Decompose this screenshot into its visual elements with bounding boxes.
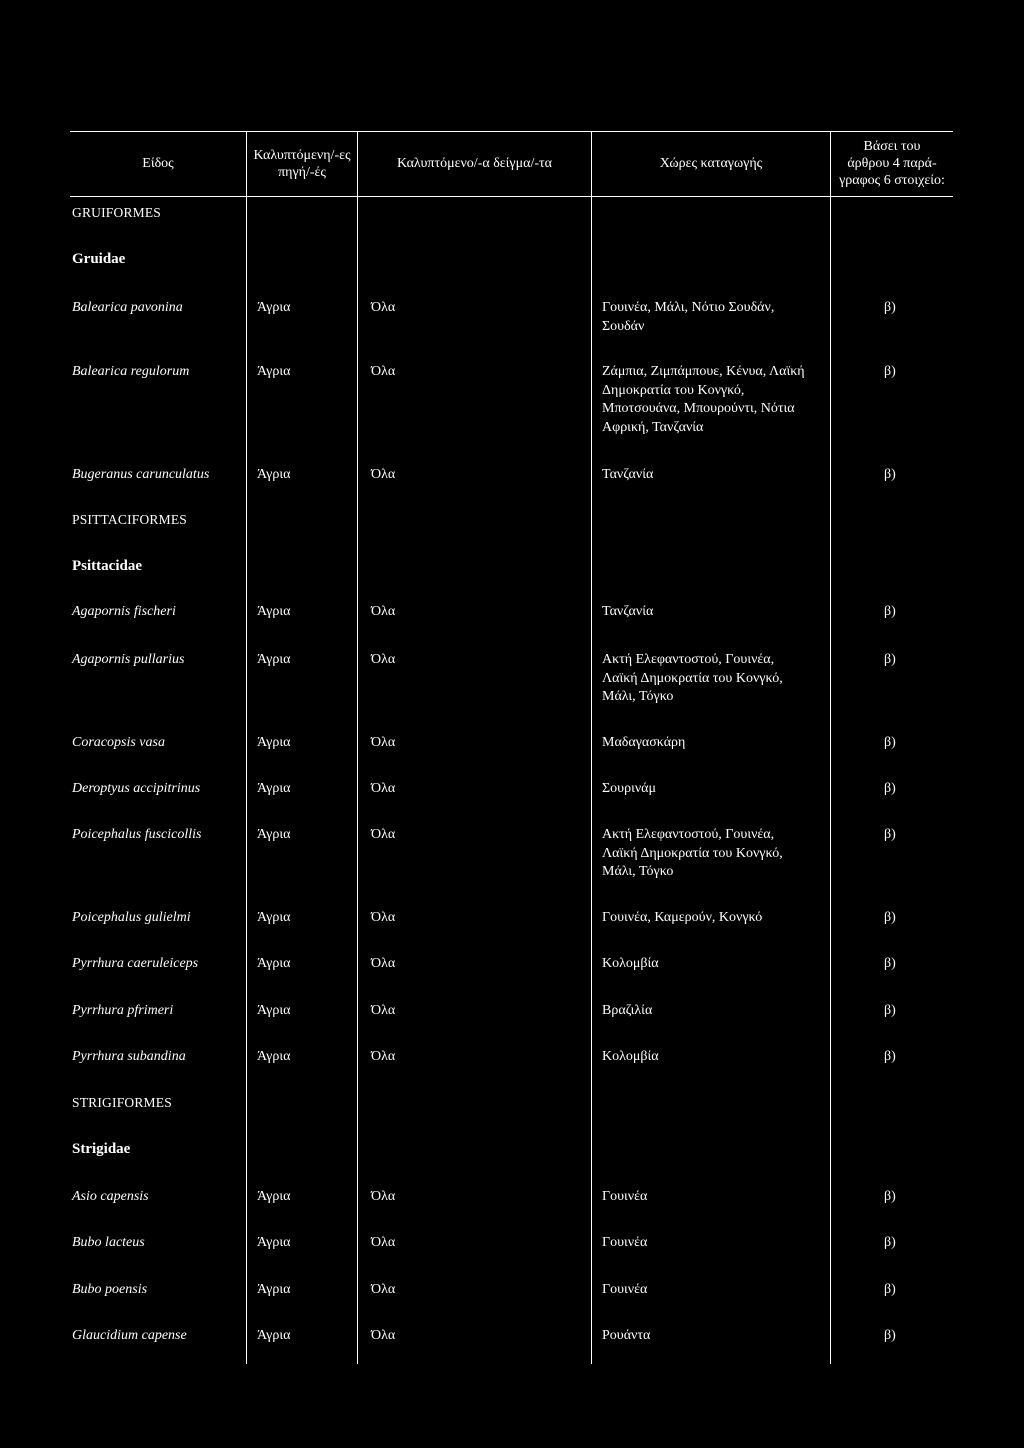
species-cell: Poicephalus gulielmi <box>72 910 191 925</box>
countries-cell <box>602 1002 824 1021</box>
species-cell: Agapornis fischeri <box>72 604 176 619</box>
countries-line: Λαϊκή Δημοκρατία του Κονγκό, <box>602 845 783 861</box>
source-cell: Άγρια <box>257 1328 291 1343</box>
source-cell: Άγρια <box>257 604 291 619</box>
source-cell: Άγρια <box>257 467 291 482</box>
countries-line: Γουινέα <box>602 1189 648 1204</box>
basis-cell: β) <box>884 604 896 619</box>
specimens-cell: Όλα <box>371 652 396 667</box>
basis-cell: β) <box>884 467 896 482</box>
family-label: Gruidae <box>72 251 126 267</box>
specimens-cell: Όλα <box>371 910 396 925</box>
source-cell: Άγρια <box>257 827 291 842</box>
basis-cell: β) <box>884 652 896 667</box>
header-countries: Χώρες καταγωγής <box>659 156 763 171</box>
species-cell: Poicephalus fuscicollis <box>72 827 202 842</box>
countries-line: Γουινέα, Μάλι, Νότιο Σουδάν, <box>602 300 775 315</box>
header-source <box>247 147 357 181</box>
column-divider-countries <box>830 131 831 1364</box>
specimens-cell: Όλα <box>371 364 396 379</box>
basis-cell: β) <box>884 1235 896 1250</box>
column-divider-species <box>246 131 247 1364</box>
countries-cell <box>602 651 824 707</box>
specimens-cell: Όλα <box>371 735 396 750</box>
source-cell: Άγρια <box>257 1049 291 1064</box>
countries-line: Γουινέα, Καμερούν, Κονγκό <box>602 910 763 925</box>
countries-line: Κολομβία <box>602 956 659 971</box>
countries-line: Κολομβία <box>602 1049 659 1064</box>
specimens-cell: Όλα <box>371 1235 396 1250</box>
countries-cell <box>602 603 824 622</box>
countries-line: Δημοκρατία του Κονγκό, <box>602 382 745 398</box>
family-label: Strigidae <box>72 1141 131 1157</box>
countries-line: Μποτσουάνα, Μπουρούντι, Νότια <box>602 401 795 416</box>
order-label: STRIGIFORMES <box>72 1095 172 1110</box>
basis-cell: β) <box>884 827 896 842</box>
header-basis-line3: γραφος 6 στοιχείο: <box>839 173 945 188</box>
order-label: GRUIFORMES <box>72 205 162 220</box>
species-cell: Pyrrhura subandina <box>72 1049 186 1064</box>
basis-cell: β) <box>884 735 896 750</box>
species-cell: Coracopsis vasa <box>72 735 165 750</box>
countries-line: Λαϊκή Δημοκρατία του Κονγκό, <box>602 670 783 686</box>
countries-cell <box>602 1188 824 1207</box>
countries-cell <box>602 826 824 882</box>
header-basis-line2: άρθρου 4 παρά- <box>847 156 937 171</box>
header-bottom-rule <box>70 196 953 197</box>
specimens-cell: Όλα <box>371 781 396 796</box>
countries-cell <box>602 363 824 437</box>
source-cell: Άγρια <box>257 300 291 315</box>
countries-cell <box>602 1281 824 1300</box>
source-cell: Άγρια <box>257 364 291 379</box>
countries-line: Βραζιλία <box>602 1003 653 1018</box>
header-specimens: Καλυπτόμενο/-α δείγμα/-τα <box>397 156 552 171</box>
species-cell: Deroptyus accipitrinus <box>72 781 201 796</box>
countries-cell <box>602 1234 824 1253</box>
source-cell: Άγρια <box>257 1003 291 1018</box>
basis-cell: β) <box>884 1003 896 1018</box>
source-cell: Άγρια <box>257 735 291 750</box>
species-cell: Bugeranus carunculatus <box>72 467 210 482</box>
species-cell: Pyrrhura pfrimeri <box>72 1003 174 1018</box>
table-top-rule <box>70 131 953 132</box>
species-cell: Balearica pavonina <box>72 300 183 315</box>
countries-line: Ακτή Ελεφαντοστού, Γουινέα, <box>602 652 775 667</box>
specimens-cell: Όλα <box>371 1328 396 1343</box>
basis-cell: β) <box>884 1049 896 1064</box>
basis-cell: β) <box>884 300 896 315</box>
source-cell: Άγρια <box>257 956 291 971</box>
species-cell: Glaucidium capense <box>72 1328 187 1343</box>
specimens-cell: Όλα <box>371 956 396 971</box>
source-cell: Άγρια <box>257 781 291 796</box>
column-divider-source <box>357 131 358 1364</box>
countries-cell <box>602 780 824 799</box>
specimens-cell: Όλα <box>371 1003 396 1018</box>
specimens-cell: Όλα <box>371 604 396 619</box>
specimens-cell: Όλα <box>371 467 396 482</box>
specimens-cell: Όλα <box>371 827 396 842</box>
countries-line: Ζάμπια, Ζιμπάμπουε, Κένυα, Λαϊκή <box>602 364 805 379</box>
specimens-cell: Όλα <box>371 300 396 315</box>
specimens-cell: Όλα <box>371 1282 396 1297</box>
source-cell: Άγρια <box>257 1235 291 1250</box>
countries-line: Σουρινάμ <box>602 781 657 796</box>
countries-line: Γουινέα <box>602 1235 648 1250</box>
basis-cell: β) <box>884 781 896 796</box>
basis-cell: β) <box>884 910 896 925</box>
countries-line: Μάλι, Τόγκο <box>602 864 674 879</box>
countries-line: Γουινέα <box>602 1282 648 1297</box>
header-species: Είδος <box>142 156 174 171</box>
species-cell: Bubo poensis <box>72 1282 148 1297</box>
basis-cell: β) <box>884 1189 896 1204</box>
specimens-cell: Όλα <box>371 1049 396 1064</box>
order-label: PSITTACIFORMES <box>72 512 187 527</box>
family-label: Psittacidae <box>72 558 142 574</box>
countries-line: Σουδάν <box>602 318 645 334</box>
specimens-cell: Όλα <box>371 1189 396 1204</box>
source-cell: Άγρια <box>257 1189 291 1204</box>
countries-line: Τανζανία <box>602 467 654 482</box>
header-source-line1: Καλυπτόμενη/-ες <box>253 148 351 163</box>
header-basis <box>831 138 953 189</box>
header-source-line2: πηγή/-ές <box>278 165 326 180</box>
countries-line: Μαδαγασκάρη <box>602 735 686 750</box>
basis-cell: β) <box>884 364 896 379</box>
source-cell: Άγρια <box>257 910 291 925</box>
basis-cell: β) <box>884 1282 896 1297</box>
countries-line: Αφρική, Τανζανία <box>602 419 704 435</box>
source-cell: Άγρια <box>257 652 291 667</box>
species-cell: Bubo lacteus <box>72 1235 145 1250</box>
species-cell: Agapornis pullarius <box>72 652 185 667</box>
countries-line: Τανζανία <box>602 604 654 619</box>
countries-line: Ρουάντα <box>602 1328 651 1343</box>
species-cell: Pyrrhura caeruleiceps <box>72 956 199 971</box>
countries-line: Ακτή Ελεφαντοστού, Γουινέα, <box>602 827 775 842</box>
countries-cell <box>602 1327 824 1346</box>
basis-cell: β) <box>884 1328 896 1343</box>
basis-cell: β) <box>884 956 896 971</box>
countries-line: Μάλι, Τόγκο <box>602 689 674 704</box>
species-cell: Balearica regulorum <box>72 364 190 379</box>
countries-cell <box>602 734 824 753</box>
countries-cell <box>602 1048 824 1067</box>
source-cell: Άγρια <box>257 1282 291 1297</box>
countries-cell <box>602 909 824 928</box>
column-divider-specimens <box>591 131 592 1364</box>
species-cell: Asio capensis <box>72 1189 149 1204</box>
header-basis-line1: Βάσει του <box>863 139 921 154</box>
countries-cell <box>602 466 824 485</box>
countries-cell <box>602 299 824 336</box>
countries-cell <box>602 955 824 974</box>
